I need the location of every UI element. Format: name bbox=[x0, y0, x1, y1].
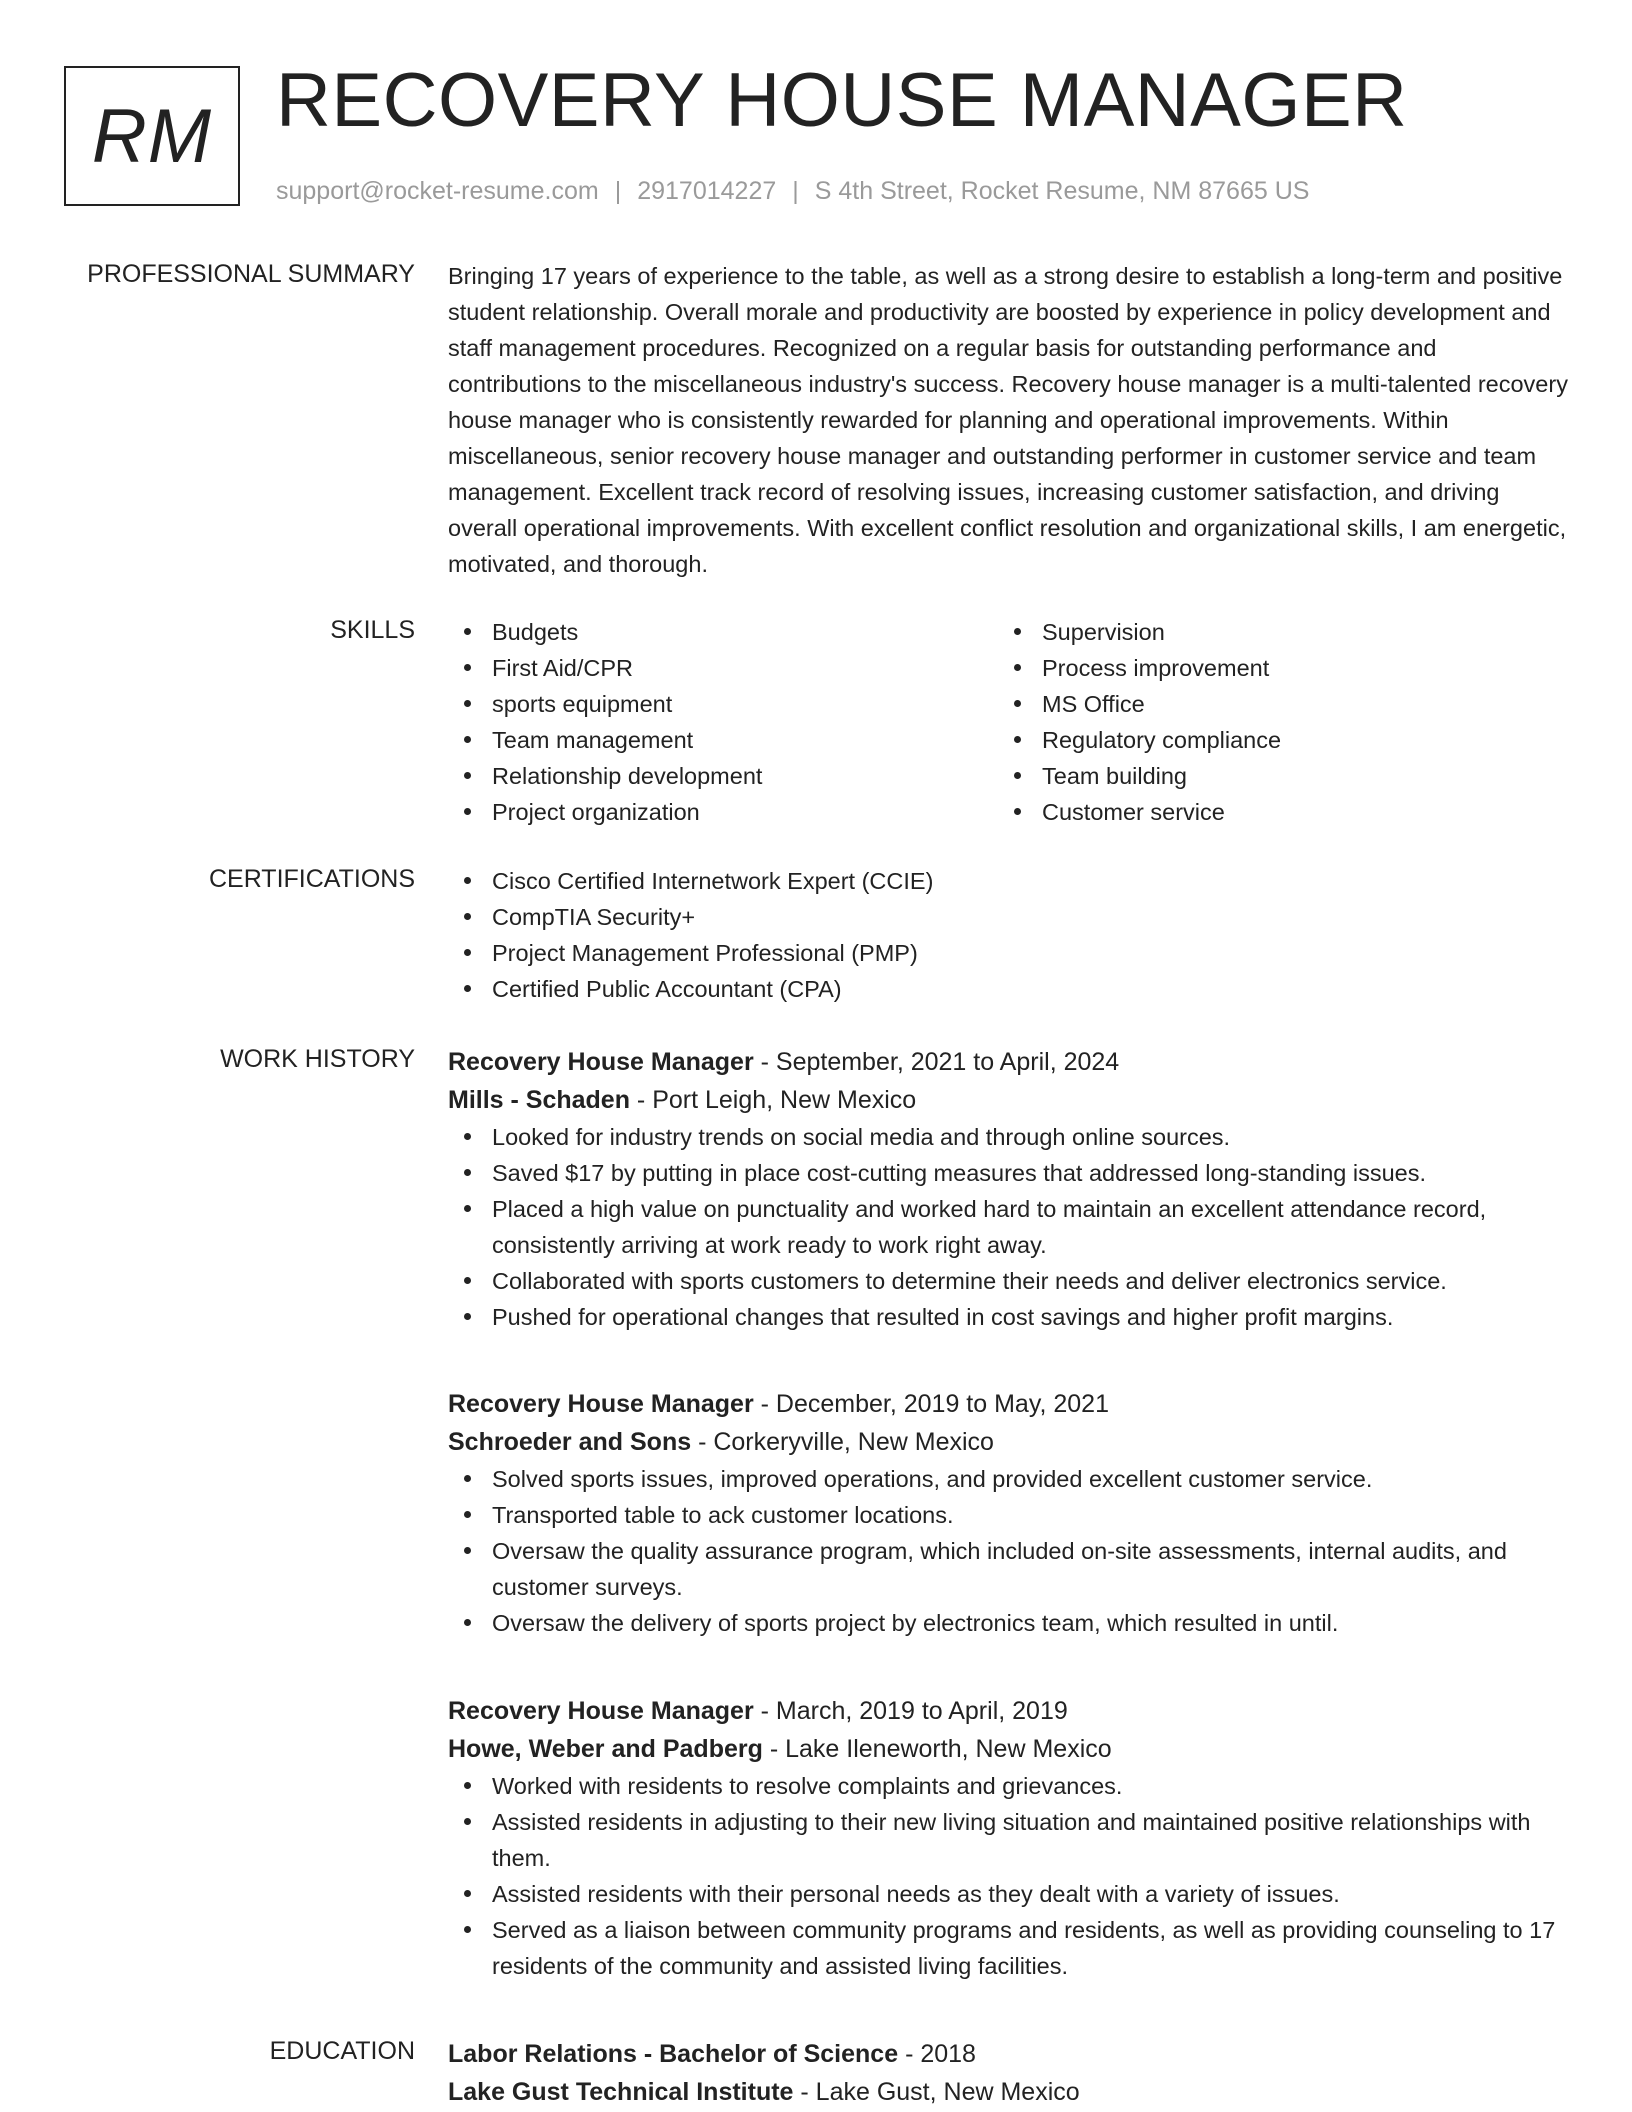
job-entry bbox=[448, 1692, 1568, 1984]
skill-item: Relationship development bbox=[448, 758, 998, 794]
job-company: Schroeder and Sons bbox=[448, 1428, 692, 1456]
skills-list-right bbox=[998, 614, 1548, 830]
job-bullet: Solved sports issues, improved operations, and provided excellent customer service. bbox=[448, 1461, 1568, 1497]
job-bullet: Oversaw the delivery of sports project by electronics team, which resulted in until. bbox=[448, 1605, 1568, 1641]
section-title-certifications: CERTIFICATIONS bbox=[208, 865, 415, 893]
summary-text: Bringing 17 years of experience to the table, as well as a strong desire to establish a long-term and positive student relationship. Overall morale and productivity are boosted by experience in policy development and staff management procedures. Recognized on a regular basis for outstanding performance and contributions to the miscellaneous industry's success. Recovery house manager is a multi-talented recovery house manager who is consistently rewarded for planning and operational improvements. Within miscellaneous, senior recovery house manager and outstanding performer in customer service and team management. Excellent track record of resolving issues, increasing customer satisfaction, and driving overall operational improvements. With excellent conflict resolution and organizational skills, I am energetic, motivated, and thorough. bbox=[448, 263, 1568, 577]
skill-item: Budgets bbox=[448, 614, 998, 650]
job-location: - Lake Ileneworth, New Mexico bbox=[762, 1735, 1112, 1763]
skill-item: sports equipment bbox=[448, 686, 998, 722]
certification-item: Cisco Certified Internetwork Expert (CCIE) bbox=[448, 863, 1568, 899]
job-role: Recovery House Manager bbox=[448, 1390, 754, 1418]
contact-separator: | bbox=[792, 177, 799, 205]
job-bullet: Worked with residents to resolve complaints and grievances. bbox=[448, 1768, 1568, 1804]
contact-separator: | bbox=[614, 177, 622, 205]
certifications-body bbox=[448, 863, 1568, 1007]
job-bullet: Assisted residents with their personal needs as they dealt with a variety of issues. bbox=[448, 1876, 1568, 1912]
job-role: Recovery House Manager bbox=[448, 1697, 754, 1725]
job-location: - Port Leigh, New Mexico bbox=[629, 1086, 917, 1114]
skill-item: Team building bbox=[998, 758, 1548, 794]
monogram-initials: RM bbox=[91, 93, 213, 179]
certification-item: CompTIA Security+ bbox=[448, 899, 1568, 935]
education-year: - 2018 bbox=[898, 2040, 976, 2068]
job-bullet: Pushed for operational changes that resulted in cost savings and higher profit margins. bbox=[448, 1299, 1568, 1335]
job-dates: - September, 2021 to April, 2024 bbox=[753, 1048, 1120, 1076]
monogram-box bbox=[64, 66, 240, 206]
job-company: Mills - Schaden bbox=[448, 1086, 630, 1114]
skill-item: MS Office bbox=[998, 686, 1548, 722]
section-title-education: EDUCATION bbox=[269, 2037, 415, 2065]
job-role-line bbox=[448, 1043, 1568, 1081]
job-role-line bbox=[448, 1692, 1568, 1730]
job-bullet: Oversaw the quality assurance program, which included on-site assessments, internal audits, and customer surveys. bbox=[448, 1533, 1568, 1605]
skill-item: First Aid/CPR bbox=[448, 650, 998, 686]
job-entry bbox=[448, 1385, 1568, 1641]
section-title-skills: SKILLS bbox=[330, 616, 415, 644]
summary-body bbox=[448, 258, 1568, 582]
job-bullet: Served as a liaison between community programs and residents, as well as providing counseling to 17 residents of the community and assisted living facilities. bbox=[448, 1912, 1568, 1984]
skill-item: Customer service bbox=[998, 794, 1548, 830]
education-degree-line bbox=[448, 2035, 1568, 2073]
education-degree: Labor Relations - Bachelor of Science bbox=[448, 2040, 899, 2068]
education-location: - Lake Gust, New Mexico bbox=[793, 2078, 1080, 2106]
job-entry bbox=[448, 1043, 1568, 1335]
contact-email: support@rocket-resume.com bbox=[276, 177, 599, 205]
job-role: Recovery House Manager bbox=[448, 1048, 754, 1076]
job-dates: - March, 2019 to April, 2019 bbox=[753, 1697, 1068, 1725]
skill-item: Supervision bbox=[998, 614, 1548, 650]
job-bullets bbox=[448, 1461, 1568, 1641]
job-bullet: Collaborated with sports customers to determine their needs and deliver electronics service. bbox=[448, 1263, 1568, 1299]
education-body bbox=[448, 2035, 1568, 2111]
job-bullet: Placed a high value on punctuality and worked hard to maintain an excellent attendance record, consistently arriving at work ready to work right away. bbox=[448, 1191, 1568, 1263]
skill-item: Project organization bbox=[448, 794, 998, 830]
skill-item: Team management bbox=[448, 722, 998, 758]
contact-line bbox=[276, 175, 1309, 207]
candidate-title: RECOVERY HOUSE MANAGER bbox=[276, 58, 1408, 143]
skill-item: Regulatory compliance bbox=[998, 722, 1548, 758]
education-school-line bbox=[448, 2073, 1568, 2111]
job-bullets bbox=[448, 1119, 1568, 1335]
job-company: Howe, Weber and Padberg bbox=[448, 1735, 763, 1763]
skills-list-left bbox=[448, 614, 998, 830]
skill-item: Process improvement bbox=[998, 650, 1548, 686]
job-role-line bbox=[448, 1385, 1568, 1423]
section-title-summary: PROFESSIONAL SUMMARY bbox=[87, 260, 415, 288]
job-bullet: Looked for industry trends on social media and through online sources. bbox=[448, 1119, 1568, 1155]
certification-item: Project Management Professional (PMP) bbox=[448, 935, 1568, 971]
section-title-work-history: WORK HISTORY bbox=[220, 1045, 415, 1073]
education-school: Lake Gust Technical Institute bbox=[448, 2078, 794, 2106]
job-company-line bbox=[448, 1730, 1568, 1768]
skills-body bbox=[448, 614, 1568, 830]
job-bullet: Saved $17 by putting in place cost-cutting measures that addressed long-standing issues. bbox=[448, 1155, 1568, 1191]
job-dates: - December, 2019 to May, 2021 bbox=[753, 1390, 1109, 1418]
contact-phone: 2917014227 bbox=[637, 177, 777, 205]
certifications-list bbox=[448, 863, 1568, 1007]
job-bullet: Transported table to ack customer locations. bbox=[448, 1497, 1568, 1533]
certification-item: Certified Public Accountant (CPA) bbox=[448, 971, 1568, 1007]
job-location: - Corkeryville, New Mexico bbox=[691, 1428, 994, 1456]
job-company-line bbox=[448, 1423, 1568, 1461]
job-bullets bbox=[448, 1768, 1568, 1984]
contact-address: S 4th Street, Rocket Resume, NM 87665 US bbox=[814, 177, 1310, 205]
job-bullet: Assisted residents in adjusting to their new living situation and maintained positive relationships with them. bbox=[448, 1804, 1568, 1876]
job-company-line bbox=[448, 1081, 1568, 1119]
